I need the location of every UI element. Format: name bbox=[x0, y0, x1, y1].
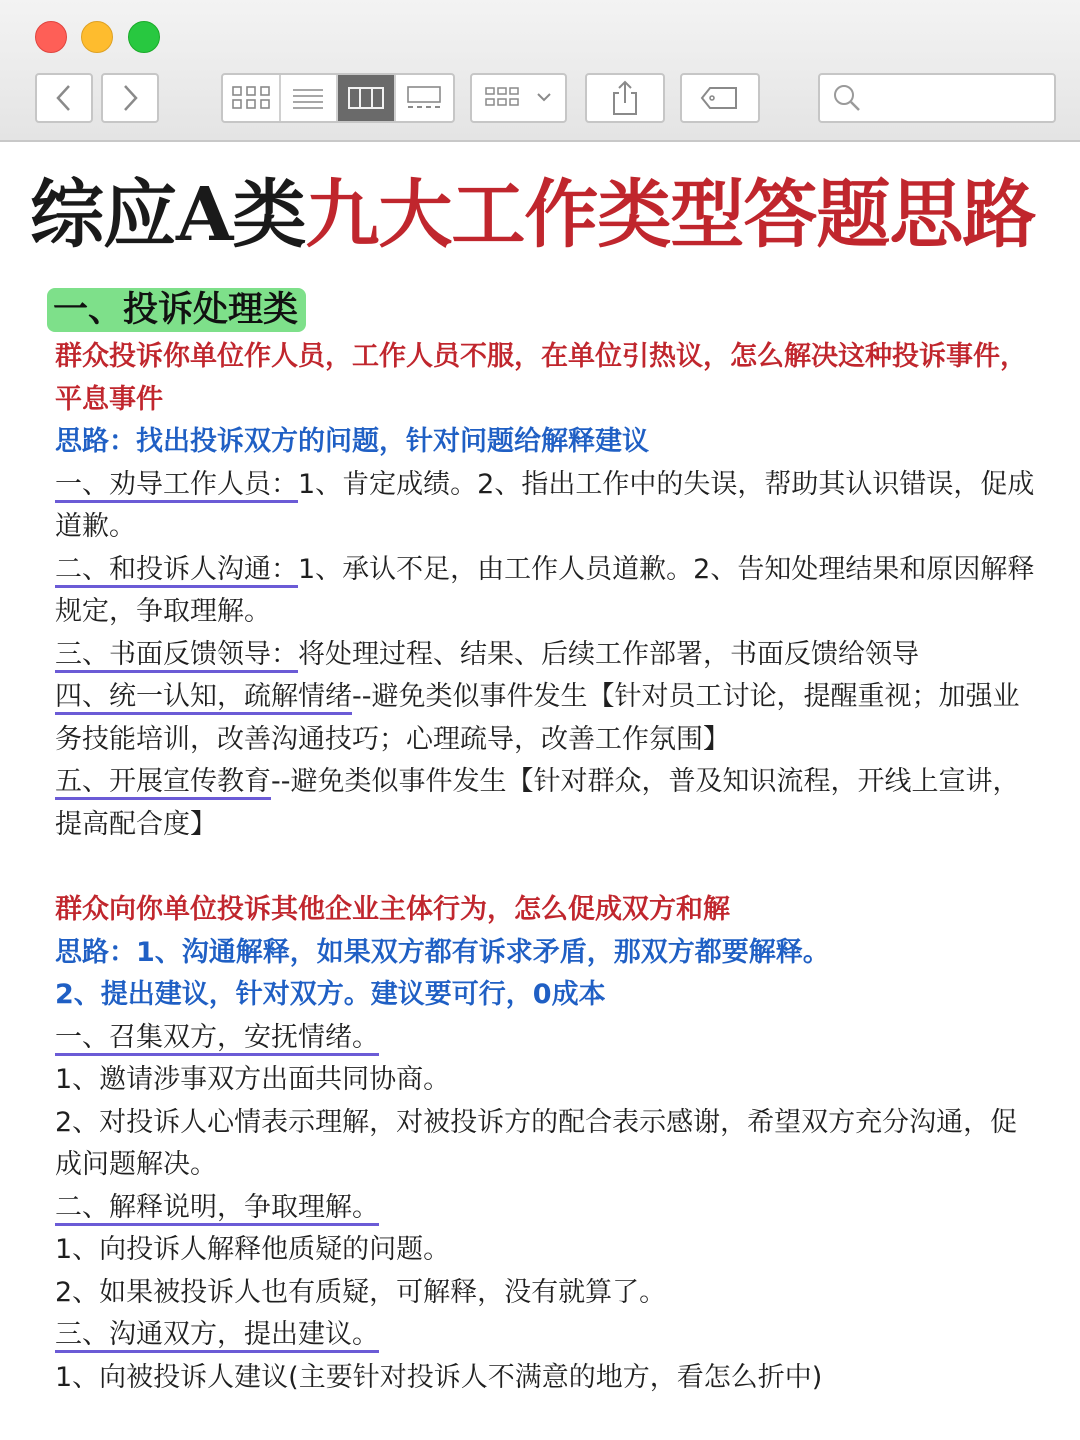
title-black-part: 综应A类 bbox=[30, 172, 306, 258]
page-title bbox=[30, 170, 1060, 260]
case2-step-head bbox=[55, 1314, 1040, 1357]
case2-step3-head: 三、沟通双方，提出建议。 bbox=[55, 1319, 379, 1353]
list-view-icon bbox=[291, 86, 325, 110]
section-badge: 一、投诉处理类 bbox=[47, 288, 306, 332]
case2-idea-2: 2、提出建议，针对双方。建议要可行，0成本 bbox=[55, 979, 606, 1010]
back-button[interactable] bbox=[35, 73, 93, 123]
column-view-button[interactable] bbox=[338, 75, 396, 121]
group-by-button[interactable] bbox=[470, 73, 567, 123]
chevron-down-icon bbox=[538, 94, 550, 100]
case1-item-head: 五、开展宣传教育 bbox=[55, 766, 271, 800]
case2-idea-1: 思路：1、沟通解释，如果双方都有诉求矛盾，那双方都要解释。 bbox=[55, 936, 830, 968]
minimize-window-button[interactable] bbox=[81, 21, 113, 53]
tag-icon bbox=[700, 85, 740, 111]
close-window-button[interactable] bbox=[35, 21, 67, 53]
case2-step-line: 2、如果被投诉人也有质疑，可解释，没有就算了。 bbox=[55, 1276, 667, 1308]
forward-button[interactable] bbox=[101, 73, 159, 123]
case1-item-head: 一、劝导工作人员： bbox=[55, 469, 298, 503]
share-icon bbox=[610, 80, 640, 116]
case2-step-line: 1、向投诉人解释他质疑的问题。 bbox=[55, 1234, 451, 1265]
grid-view-icon bbox=[231, 85, 271, 111]
column-view-icon bbox=[347, 86, 385, 110]
tag-button[interactable] bbox=[680, 73, 760, 123]
case1-item-body: --避免类似事件发生【针对员工讨论，提醒重视；加强业务技能培训，改善沟通技巧；心理疏导，改善工作氛围】 bbox=[55, 681, 1020, 755]
share-button[interactable] bbox=[585, 73, 665, 123]
case1-item bbox=[55, 676, 1040, 761]
search-field[interactable] bbox=[818, 73, 1056, 123]
case1-item-body: 将处理过程、结果、后续工作部署，书面反馈给领导 bbox=[298, 638, 919, 670]
title-red-part: 九大工作类型答题思路 bbox=[305, 172, 1036, 258]
search-icon bbox=[832, 83, 862, 113]
search-input[interactable] bbox=[870, 83, 1040, 113]
case1-item-head: 三、书面反馈领导： bbox=[55, 639, 298, 673]
zoom-window-button[interactable] bbox=[128, 21, 160, 53]
case2-step2-head: 二、解释说明，争取理解。 bbox=[55, 1192, 379, 1226]
case2-question: 群众向你单位投诉其他企业主体行为，怎么促成双方和解 bbox=[55, 894, 730, 925]
case1-idea: 思路：找出投诉双方的问题，针对问题给解释建议 bbox=[55, 426, 649, 457]
window-toolbar bbox=[0, 0, 1080, 142]
case2-step-line: 1、向被投诉人建议(主要针对投诉人不满意的地方，看怎么折中) bbox=[55, 1361, 823, 1393]
case1-item bbox=[55, 464, 1040, 549]
article-body bbox=[55, 288, 1040, 1399]
list-view-button[interactable] bbox=[281, 75, 339, 121]
case2-step-head bbox=[55, 1017, 1040, 1060]
view-mode-segmented-control bbox=[221, 73, 455, 123]
case1-item-body: 1、承认不足，由工作人员道歉。2、告知处理结果和原因解释规定，争取理解。 bbox=[55, 553, 1035, 627]
grid-view-button[interactable] bbox=[223, 75, 281, 121]
case2-step-line: 1、邀请涉事双方出面共同协商。 bbox=[55, 1064, 451, 1095]
case1-item-head: 二、和投诉人沟通： bbox=[55, 554, 298, 588]
case1-item bbox=[55, 761, 1040, 846]
case1-item-body: 1、肯定成绩。2、指出工作中的失误，帮助其认识错误，促成道歉。 bbox=[55, 468, 1035, 542]
case1-item bbox=[55, 549, 1040, 634]
case1-item-head: 四、统一认知，疏解情绪 bbox=[55, 681, 352, 715]
gallery-view-icon bbox=[405, 85, 443, 111]
case1-item bbox=[55, 634, 1040, 677]
gallery-view-button[interactable] bbox=[396, 75, 453, 121]
case1-item-body: --避免类似事件发生【针对群众，普及知识流程，开线上宣讲，提高配合度】 bbox=[55, 766, 1020, 840]
chevron-left-icon bbox=[53, 83, 75, 113]
chevron-right-icon bbox=[119, 83, 141, 113]
case2-step-line: 2、对投诉人心情表示理解，对被投诉方的配合表示感谢，希望双方充分沟通，促成问题解决。 bbox=[55, 1106, 1018, 1180]
case2-step-head bbox=[55, 1187, 1040, 1230]
group-by-icon bbox=[484, 85, 554, 111]
case1-question: 群众投诉你单位作人员，工作人员不服，在单位引热议，怎么解决这种投诉事件，平息事件 bbox=[55, 341, 1027, 415]
spacer bbox=[55, 846, 1040, 889]
case2-step1-head: 一、召集双方，安抚情绪。 bbox=[55, 1022, 379, 1056]
